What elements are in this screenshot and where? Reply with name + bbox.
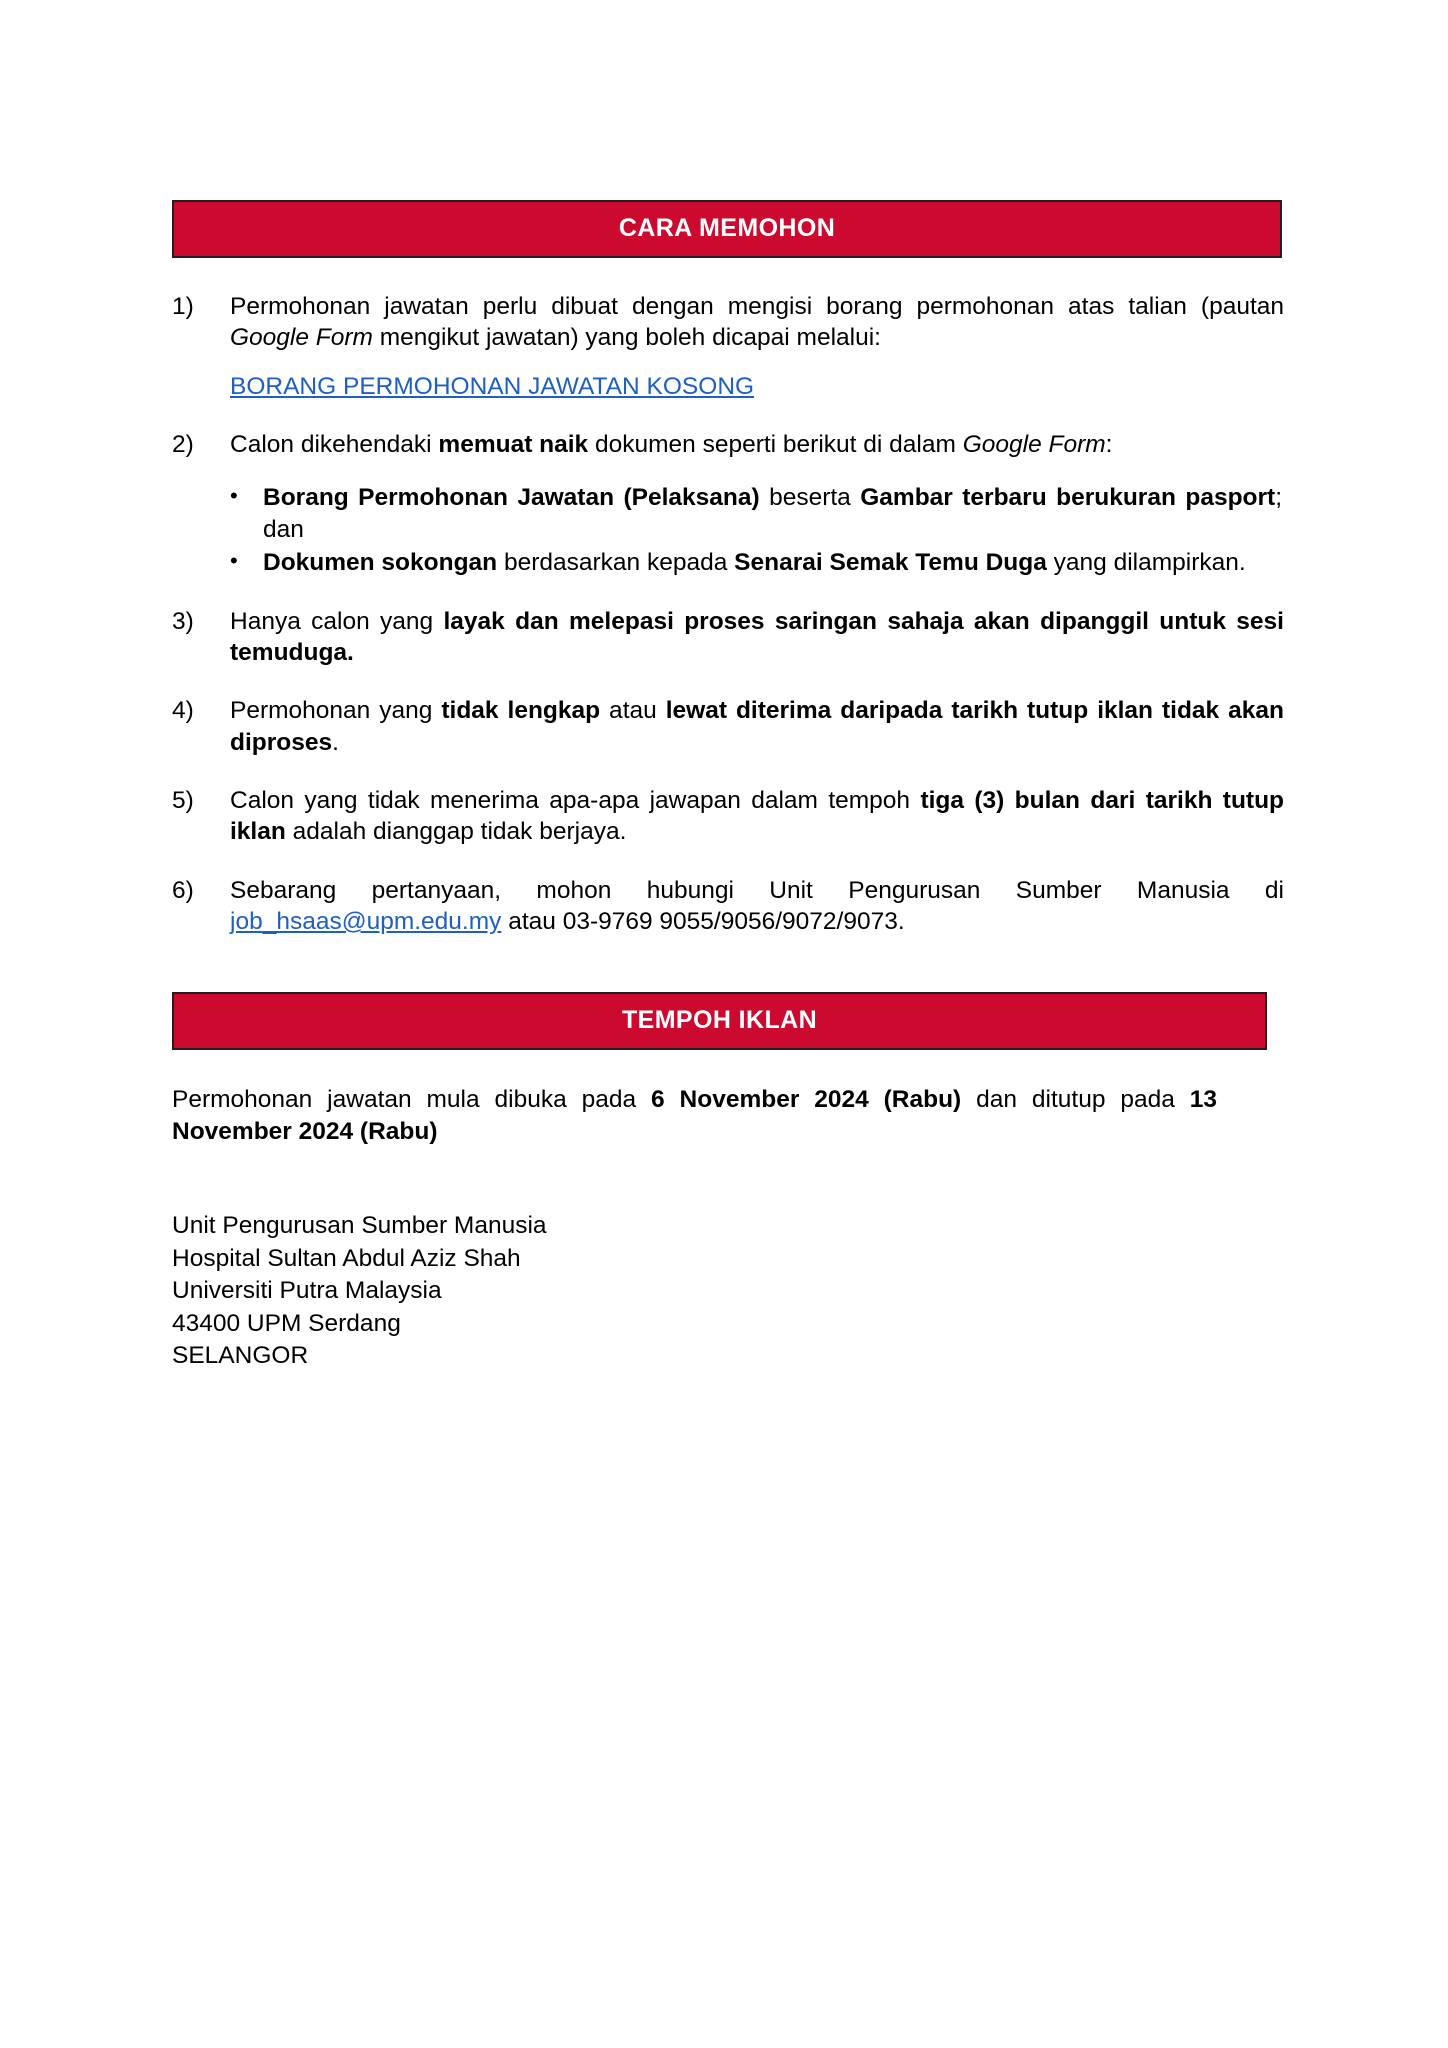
address-line: Universiti Putra Malaysia [172, 1277, 442, 1305]
bullet1-text-1: beserta [759, 484, 861, 512]
item4-text-3: . [332, 728, 339, 756]
advertisement-period-paragraph [172, 1084, 1217, 1148]
list-item-body [230, 695, 1284, 758]
list-item [172, 429, 1284, 460]
list-item-body [230, 291, 1284, 402]
instruction-list [172, 291, 1284, 460]
list-item-marker: 1) [172, 293, 194, 320]
item2-italic-1: Google Form [962, 431, 1106, 459]
list-item-marker: 5) [172, 786, 194, 814]
list-item-body [230, 875, 1284, 938]
address-line: 43400 UPM Serdang [172, 1309, 401, 1337]
list-item-marker: 3) [172, 607, 194, 635]
list-item-body [230, 785, 1284, 848]
borang-permohonan-link[interactable]: BORANG PERMOHONAN JAWATAN KOSONG [230, 372, 755, 400]
open-date: 6 November 2024 (Rabu) [651, 1086, 962, 1114]
item4-bold-2: lewat diterima daripada tarikh tutup iklan tidak akan diproses [230, 697, 1284, 756]
item6-text-2: atau 03-9769 9055/9056/9072/9073. [501, 908, 905, 936]
bullet1-bold-1: Borang Permohonan Jawatan (Pelaksana) [263, 484, 760, 512]
email-link[interactable]: job_hsaas@upm.edu.my [230, 908, 502, 936]
item4-text-1: Permohonan yang [230, 697, 442, 725]
item3-bold-1: layak dan melepasi proses saringan sahaja akan dipanggil untuk sesi temuduga. [230, 607, 1284, 666]
item1-text-1: Permohonan jawatan perlu dibuat dengan mengisi borang permohonan atas talian (pautan [230, 293, 1284, 320]
tempoh-text-2: dan ditutup pada [961, 1086, 1190, 1114]
contact-address-block [172, 1210, 1284, 1373]
tempoh-text-1: Permohonan jawatan mula dibuka pada [172, 1086, 652, 1114]
item1-italic-1: Google Form [230, 324, 373, 352]
item4-text-2: atau [600, 697, 666, 725]
instruction-list-continued [172, 606, 1284, 938]
item3-text-1: Hanya calon yang [230, 607, 444, 635]
item2-text-3: : [1105, 431, 1113, 459]
address-line: SELANGOR [172, 1342, 309, 1370]
item5-text-1: Calon yang tidak menerima apa-apa jawapan dalam tempoh [230, 786, 921, 814]
list-item [172, 785, 1284, 848]
address-line: Unit Pengurusan Sumber Manusia [172, 1212, 547, 1240]
bullet-body [263, 547, 1284, 578]
item4-bold-1: tidak lengkap [441, 697, 601, 725]
item5-bold-1: tiga (3) bulan dari tarikh tutup iklan [230, 786, 1284, 846]
bullet2-bold-2: Senarai Semak Temu Duga [734, 549, 1047, 577]
document-upload-bullet-list [172, 482, 1284, 578]
list-item [172, 291, 1284, 402]
list-item [172, 875, 1284, 938]
item2-text-2: dokumen seperti berikut di dalam [588, 431, 963, 459]
list-item [230, 547, 1284, 578]
list-item-marker: 2) [172, 431, 194, 459]
list-item-marker: 4) [172, 697, 194, 725]
item2-text-1: Calon dikehendaki [230, 431, 439, 459]
list-item [172, 695, 1284, 758]
bullet2-text-2: yang dilampirkan. [1046, 549, 1246, 577]
bullet1-text-2: ; dan [263, 484, 1283, 543]
list-item-body [230, 429, 1284, 460]
section-heading-tempoh-iklan: TEMPOH IKLAN [172, 992, 1267, 1050]
address-line: Hospital Sultan Abdul Aziz Shah [172, 1244, 521, 1272]
bullet1-bold-2: Gambar terbaru berukuran pasport [860, 484, 1276, 512]
bullet2-text-1: berdasarkan kepada [497, 549, 735, 577]
bullet-body [263, 482, 1284, 545]
bullet-icon: • [230, 483, 238, 509]
document-content [172, 0, 1284, 1373]
list-item [172, 606, 1284, 669]
item2-bold-1: memuat naik [438, 431, 589, 459]
bullet2-bold-1: Dokumen sokongan [263, 549, 498, 577]
list-item [230, 482, 1284, 545]
borang-link-line [230, 371, 1284, 402]
item5-text-2: adalah dianggap tidak berjaya. [285, 818, 627, 846]
item1-text-2: mengikut jawatan) yang boleh dicapai melalui: [372, 324, 881, 352]
section-heading-cara-memohon: CARA MEMOHON [172, 200, 1282, 258]
item6-text-1: Sebarang pertanyaan, mohon hubungi Unit Pengurusan Sumber Manusia di [230, 876, 1284, 904]
close-date: 13 November 2024 (Rabu) [172, 1086, 1218, 1146]
list-item-body [230, 606, 1284, 669]
list-item-marker: 6) [172, 876, 194, 904]
bullet-icon: • [230, 548, 238, 574]
